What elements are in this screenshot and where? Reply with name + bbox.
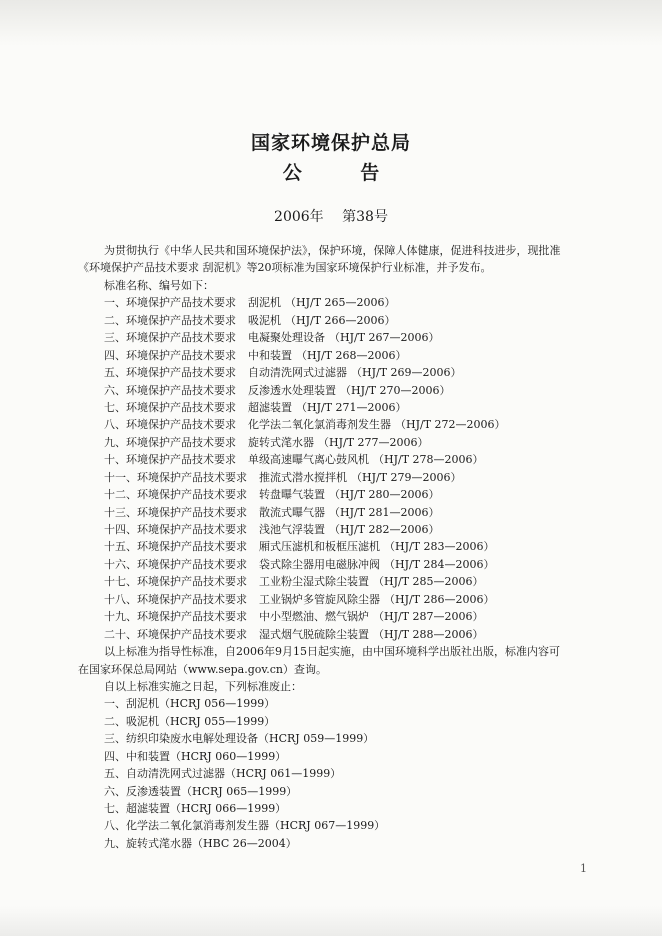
standard-item: [78, 312, 618, 329]
standard-item: [78, 504, 618, 521]
standard-code: （HJ/T 270—2006）: [340, 383, 451, 397]
standard-item: [78, 347, 618, 364]
abolished-item: 五、自动清洗网式过滤器（HCRJ 061—1999）: [104, 767, 342, 781]
standard-seq: 四、: [104, 348, 126, 362]
standard-code: （HJ/T 278—2006）: [373, 453, 484, 467]
standard-name: 环境保护产品技术要求: [137, 488, 247, 502]
standard-product: 袋式除尘器用电磁脉冲阀: [259, 557, 380, 571]
standard-code: （HJ/T 265—2006）: [285, 296, 396, 310]
standard-item: [78, 556, 618, 573]
standard-item: [78, 486, 618, 503]
intro-line-1: 为贯彻执行《中华人民共和国环境保护法》，保护环境，保障人体健康，促进科技进步，现批准: [104, 244, 561, 257]
standard-code: （HJ/T 287—2006）: [373, 610, 484, 624]
standard-product: 自动清洗网式过滤器: [248, 366, 347, 380]
standard-product: 反渗透水处理装置: [248, 383, 336, 397]
standard-seq: 十六、: [104, 557, 137, 571]
standard-seq: 十三、: [104, 505, 137, 519]
standard-seq: 十九、: [104, 610, 137, 624]
agency-title: 国家环境保护总局: [250, 132, 411, 154]
standard-name: 环境保护产品技术要求: [137, 470, 247, 484]
abolished-item: 三、纺织印染废水电解处理设备（HCRJ 059—1999）: [104, 732, 375, 746]
standard-code: （HJ/T 268—2006）: [296, 348, 407, 362]
standard-seq: 八、: [104, 418, 126, 432]
standard-seq: 二十、: [104, 627, 137, 641]
standard-name: 环境保护产品技术要求: [137, 557, 247, 571]
standard-seq: 二、: [104, 313, 126, 327]
abolished-item: 四、中和装置（HCRJ 060—1999）: [104, 749, 287, 763]
standard-seq: 三、: [104, 331, 126, 345]
standard-product: 散流式曝气器: [259, 505, 325, 519]
notice-line-3: 自以上标准实施之日起，下列标准废止：: [104, 679, 302, 693]
standard-seq: 一、: [104, 296, 126, 310]
standard-item: [78, 329, 618, 346]
standard-name: 环境保护产品技术要求: [126, 400, 236, 414]
scan-shadow-top: [0, 0, 662, 46]
standard-item: [78, 364, 618, 381]
standard-product: 中小型燃油、燃气锅炉: [259, 610, 369, 624]
notice-line-2: 在国家环保总局网站（www.sepa.gov.cn）查询。: [78, 662, 328, 676]
standard-item: [78, 434, 618, 451]
standard-name: 环境保护产品技术要求: [126, 366, 236, 380]
standard-code: （HJ/T 280—2006）: [329, 488, 440, 502]
standard-item: [78, 382, 618, 399]
intro-line-2: 《环境保护产品技术要求 刮泥机》等20项标准为国家环境保护行业标准，并予发布。: [78, 261, 492, 275]
standard-code: （HJ/T 269—2006）: [351, 366, 462, 380]
abolished-item: 一、刮泥机（HCRJ 056—1999）: [104, 697, 276, 711]
standard-name: 环境保护产品技术要求: [126, 453, 236, 467]
standard-item: [78, 399, 618, 416]
standard-product: 中和装置: [248, 348, 292, 362]
standard-item: [78, 469, 618, 486]
standard-item: [78, 591, 618, 608]
standard-name: 环境保护产品技术要求: [126, 383, 236, 397]
standard-name: 环境保护产品技术要求: [137, 592, 247, 606]
page-number: 1: [580, 862, 587, 875]
standard-seq: 十五、: [104, 540, 137, 554]
standard-code: （HJ/T 283—2006）: [384, 540, 495, 554]
standard-name: 环境保护产品技术要求: [137, 540, 247, 554]
standard-name: 环境保护产品技术要求: [126, 348, 236, 362]
standard-seq: 五、: [104, 366, 126, 380]
standard-product: 旋转式滗水器: [248, 435, 314, 449]
standard-code: （HJ/T 284—2006）: [384, 557, 495, 571]
standard-product: 厢式压滤机和板框压滤机: [259, 540, 380, 554]
standard-item: [78, 294, 618, 311]
announcement-body: [78, 242, 618, 852]
standard-item: [78, 538, 618, 555]
standard-product: 推流式潜水搅拌机: [259, 470, 347, 484]
standards-list: [78, 294, 618, 643]
standard-product: 吸泥机: [248, 313, 281, 327]
standard-product: 电凝聚处理设备: [248, 331, 325, 345]
standard-seq: 七、: [104, 400, 126, 414]
standard-name: 环境保护产品技术要求: [126, 418, 236, 432]
notice-line-1: 以上标准为指导性标准，自2006年9月15日起实施，由中国环境科学出版社出版，标准内容可: [104, 645, 560, 659]
standard-product: 湿式烟气脱硫除尘装置: [259, 627, 369, 641]
standard-code: （HJ/T 266—2006）: [285, 313, 396, 327]
standard-name: 环境保护产品技术要求: [126, 331, 236, 345]
standard-product: 浅池气浮装置: [259, 523, 325, 536]
standard-item: [78, 626, 618, 643]
standard-product: 转盘曝气装置: [259, 488, 325, 502]
standard-seq: 十四、: [104, 523, 137, 536]
abolished-standards-list: [78, 695, 618, 852]
document-type-title: 公 告: [282, 162, 380, 184]
standard-code: （HJ/T 286—2006）: [384, 592, 495, 606]
standard-name: 环境保护产品技术要求: [126, 313, 236, 327]
standard-code: （HJ/T 282—2006）: [329, 523, 440, 536]
standard-seq: 十、: [104, 453, 126, 467]
standard-name: 环境保护产品技术要求: [137, 610, 247, 624]
standard-item: [78, 573, 618, 590]
standard-seq: 十一、: [104, 470, 137, 484]
standard-code: （HJ/T 277—2006）: [318, 435, 429, 449]
standard-name: 环境保护产品技术要求: [126, 435, 236, 449]
standard-seq: 六、: [104, 383, 126, 397]
issue-number: 2006年 第38号: [274, 209, 388, 225]
standard-name: 环境保护产品技术要求: [137, 505, 247, 519]
abolished-item: 六、反渗透装置（HCRJ 065—1999）: [104, 784, 298, 798]
standard-code: （HJ/T 285—2006）: [373, 575, 484, 589]
standard-product: 工业锅炉多管旋风除尘器: [259, 592, 380, 606]
standard-name: 环境保护产品技术要求: [137, 575, 247, 589]
standard-product: 工业粉尘湿式除尘装置: [259, 575, 369, 589]
standard-name: 环境保护产品技术要求: [126, 296, 236, 310]
abolished-item: 二、吸泥机（HCRJ 055—1999）: [104, 714, 276, 728]
standard-seq: 十二、: [104, 488, 137, 502]
scan-shadow-bottom: [0, 906, 662, 936]
standard-seq: 十七、: [104, 575, 137, 589]
standard-code: （HJ/T 279—2006）: [351, 470, 462, 484]
standard-code: （HJ/T 271—2006）: [296, 400, 407, 414]
abolished-item: 七、超滤装置（HCRJ 066—1999）: [104, 802, 287, 815]
standard-item: [78, 521, 618, 538]
standard-code: （HJ/T 267—2006）: [329, 331, 440, 345]
standard-product: 单级高速曝气离心鼓风机: [248, 453, 369, 467]
standard-product: 刮泥机: [248, 296, 281, 310]
standard-seq: 十八、: [104, 592, 137, 606]
standard-product: 化学法二氧化氯消毒剂发生器: [248, 418, 391, 432]
standard-name: 环境保护产品技术要求: [137, 627, 247, 641]
standard-product: 超滤装置: [248, 400, 292, 414]
standard-item: [78, 608, 618, 625]
intro-line-3: 标准名称、编号如下：: [104, 278, 214, 292]
abolished-item: 八、化学法二氧化氯消毒剂发生器（HCRJ 067—1999）: [104, 819, 386, 833]
abolished-item: 九、旋转式滗水器（HBC 26—2004）: [104, 836, 297, 850]
standard-code: （HJ/T 272—2006）: [395, 418, 506, 432]
standard-item: [78, 416, 618, 433]
standard-item: [78, 451, 618, 468]
standard-seq: 九、: [104, 435, 126, 449]
standard-code: （HJ/T 288—2006）: [373, 627, 484, 641]
standard-code: （HJ/T 281—2006）: [329, 505, 440, 519]
standard-name: 环境保护产品技术要求: [137, 523, 247, 536]
